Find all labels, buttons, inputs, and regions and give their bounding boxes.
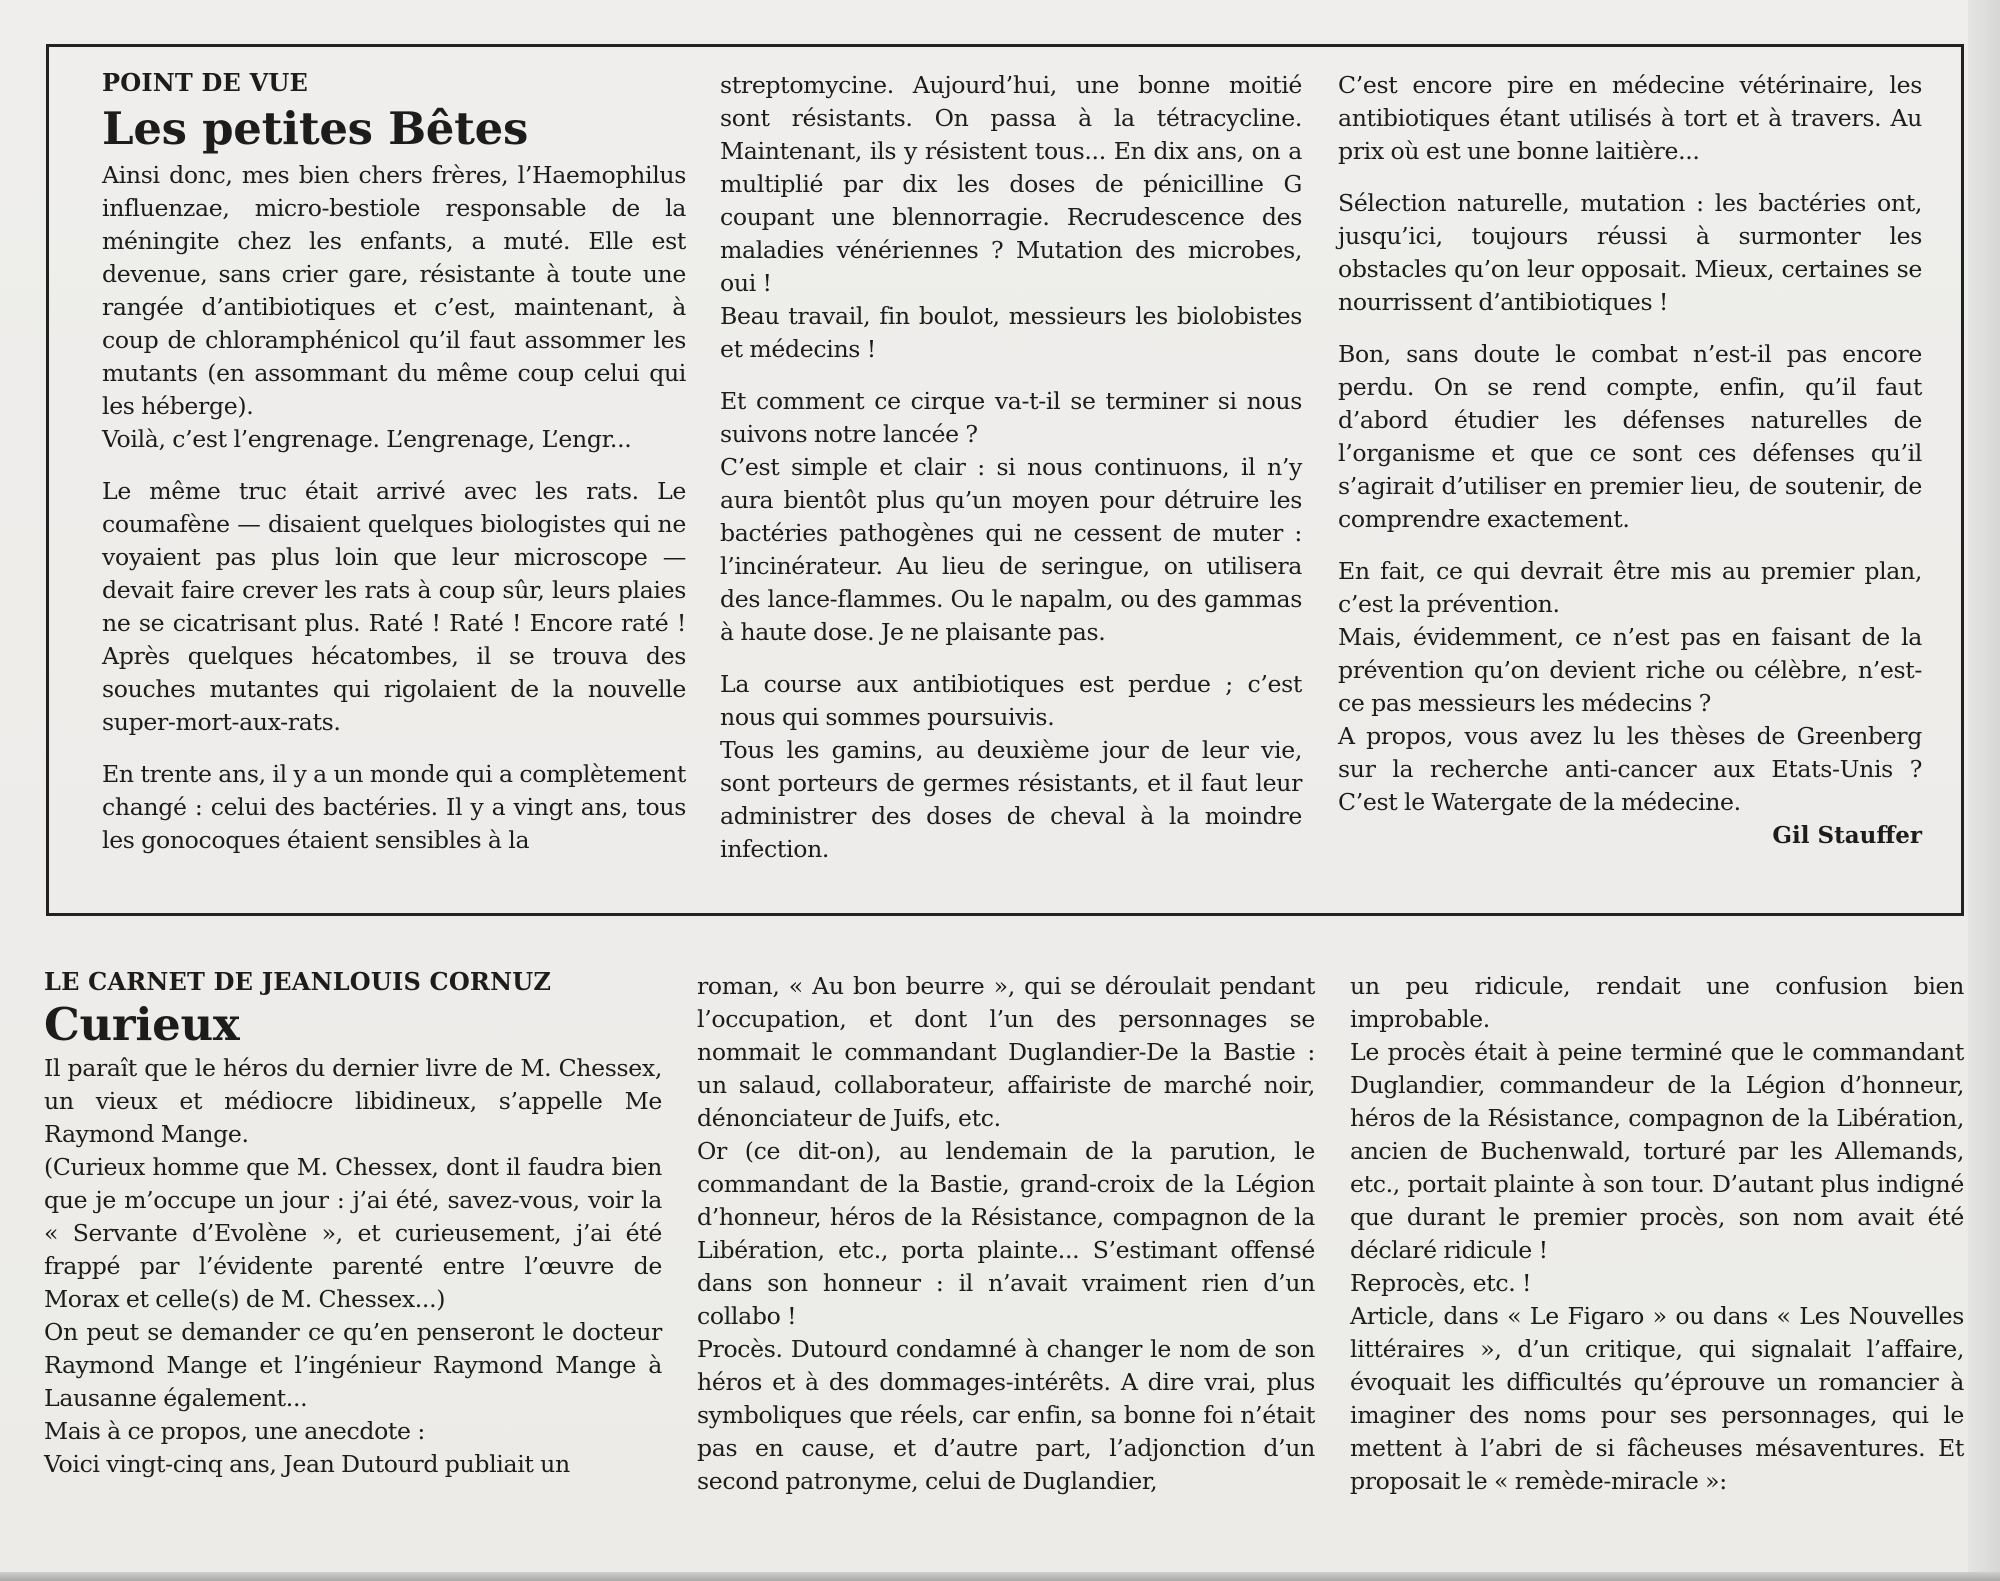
article2-paragraph: Le procès était à peine terminé que le commandant Duglandier, commandeur de la Légion d’honneur, héros de la Résistance, compagnon de la Libération, ancien de Buchenwald, torturé par les Allemands, etc., portait plainte à son tour. D’autant plus indigné que durant le premier procès, son nom avait été déclaré ridicule ! [1350,1038,1964,1264]
article1-column-3 [1338,69,1922,851]
article2-column-3 [1350,970,1964,1498]
article1-paragraph: En fait, ce qui devrait être mis au premier plan, c’est la prévention. [1338,557,1922,618]
article1-column-1 [102,69,686,857]
article1-title: Les petites Bêtes [102,102,528,155]
page-right-edge [1968,0,2000,1581]
article2-paragraph: Mais à ce propos, une anecdote : [44,1417,425,1445]
article2-paragraph: (Curieux homme que M. Chessex, dont il faudra bien que je m’occupe un jour : j’ai été, savez-vous, voir la « Servante d’Evolène », et curieusement, j’ai été frappé par l’évidente parenté entre l’œuvre de Morax et celle(s) de M. Chessex...) [44,1153,662,1313]
article-box-point-de-vue [46,44,1964,916]
page-bottom-edge [0,1572,2000,1581]
article1-kicker: POINT DE VUE [102,68,309,97]
article2-column-1 [44,968,662,1481]
article1-paragraph: Beau travail, fin boulot, messieurs les biolobistes et médecins ! [720,302,1302,363]
article2-column-2 [697,970,1315,1498]
article2-paragraph: Article, dans « Le Figaro » ou dans « Les Nouvelles littéraires », d’un critique, qui signalait l’affaire, évoquait les difficultés qu’éprouve un romancier à imaginer des noms pour ses personnages, qui le mettent à l’abri de si fâcheuses mésaventures. Et proposait le « remède-miracle »: [1350,1302,1964,1495]
article1-paragraph: Mais, évidemment, ce n’est pas en faisant de la prévention qu’on devient riche ou célèbre, n’est-ce pas messieurs les médecins ? [1338,623,1922,717]
article2-paragraph: Il paraît que le héros du dernier livre de M. Chessex, un vieux et médiocre libidineux, s’appelle Me Raymond Mange. [44,1054,662,1148]
article1-paragraph: A propos, vous avez lu les thèses de Greenberg sur la recherche anti-cancer aux Etats-Unis ? C’est le Watergate de la médecine. [1338,722,1922,816]
article1-paragraph: Ainsi donc, mes bien chers frères, l’Haemophilus influenzae, micro-bestiole responsable de la méningite chez les enfants, a muté. Elle est devenue, sans crier gare, résistante à toute une rangée d’antibiotiques et c’est, maintenant, à coup de chloramphénicol qu’il faut assommer les mutants (en assommant du même coup celui qui les héberge). [102,161,686,420]
article1-paragraph: Et comment ce cirque va-t-il se terminer si nous suivons notre lancée ? [720,387,1302,448]
article1-paragraph: En trente ans, il y a un monde qui a complètement changé : celui des bactéries. Il y a vingt ans, tous les gonocoques étaient sensibles à la [102,760,686,854]
article2-paragraph: Procès. Dutourd condamné à changer le nom de son héros et à des dommages-intérêts. A dire vrai, plus symboliques que réels, car enfin, sa bonne foi n’était pas en cause, et d’autre part, l’adjonction d’un second patronyme, celui de Duglandier, [697,1335,1315,1495]
article2-paragraph: Or (ce dit-on), au lendemain de la parution, le commandant de la Bastie, grand-croix de la Légion d’honneur, héros de la Résistance, compagnon de la Libération, etc., porta plainte... S’estimant offensé dans son honneur : il n’avait vraiment rien d’un collabo ! [697,1137,1315,1330]
article1-paragraph: Sélection naturelle, mutation : les bactéries ont, jusqu’ici, toujours réussi à surmonter les obstacles qu’on leur opposait. Mieux, certaines se nourrissent d’antibiotiques ! [1338,189,1922,316]
article1-paragraph: Voilà, c’est l’engrenage. L’engrenage, L’engr... [102,425,632,453]
article1-paragraph: La course aux antibiotiques est perdue ; c’est nous qui sommes poursuivis. [720,670,1302,731]
article1-signature: Gil Stauffer [1772,822,1922,849]
article1-column-2 [720,69,1302,866]
article2-paragraph: roman, « Au bon beurre », qui se déroulait pendant l’occupation, et dont l’un des personnages se nommait le commandant Duglandier-De la Bastie : un salaud, collaborateur, affairiste de marché noir, dénonciateur de Juifs, etc. [697,972,1315,1132]
article1-paragraph: Tous les gamins, au deuxième jour de leur vie, sont porteurs de germes résistants, et il faut leur administrer des doses de cheval à la moindre infection. [720,736,1302,863]
article2-paragraph: un peu ridicule, rendait une confusion bien improbable. [1350,972,1964,1033]
article2-kicker: LE CARNET DE JEANLOUIS CORNUZ [44,967,552,996]
article1-paragraph: Le même truc était arrivé avec les rats. Le coumafène — disaient quelques biologistes qui ne voyaient pas plus loin que leur microscope — devait faire crever les rats à coup sûr, leurs plaies ne se cicatrisant plus. Raté ! Raté ! Encore raté ! Après quelques hécatombes, il se trouva des souches mutantes qui rigolaient de la nouvelle super-mort-aux-rats. [102,477,686,736]
article2-paragraph: On peut se demander ce qu’en penseront le docteur Raymond Mange et l’ingénieur Raymond Mange à Lausanne également... [44,1318,662,1412]
article1-paragraph: streptomycine. Aujourd’hui, une bonne moitié sont résistants. On passa à la tétracycline. Maintenant, ils y résistent tous... En dix ans, on a multiplié par dix les doses de pénicilline G coupant une blennorragie. Recrudescence des maladies vénériennes ? Mutation des microbes, oui ! [720,71,1302,297]
article2-title: Curieux [44,998,240,1051]
article2-paragraph: Reprocès, etc. ! [1350,1269,1532,1297]
article1-paragraph: C’est simple et clair : si nous continuons, il n’y aura bientôt plus qu’un moyen pour détruire les bactéries pathogènes qui ne cessent de muter : l’incinérateur. Au lieu de seringue, on utilisera des lance-flammes. Ou le napalm, ou des gammas à haute dose. Je ne plaisante pas. [720,453,1302,646]
article1-paragraph: C’est encore pire en médecine vétérinaire, les antibiotiques étant utilisés à tort et à travers. Au prix où est une bonne laitière... [1338,71,1922,165]
article2-paragraph: Voici vingt-cinq ans, Jean Dutourd publiait un [44,1450,570,1478]
article1-paragraph: Bon, sans doute le combat n’est-il pas encore perdu. On se rend compte, enfin, qu’il faut d’abord étudier les défenses naturelles de l’organisme et que ce sont ces défenses qu’il s’agirait d’utiliser en premier lieu, de soutenir, de comprendre exactement. [1338,340,1922,533]
